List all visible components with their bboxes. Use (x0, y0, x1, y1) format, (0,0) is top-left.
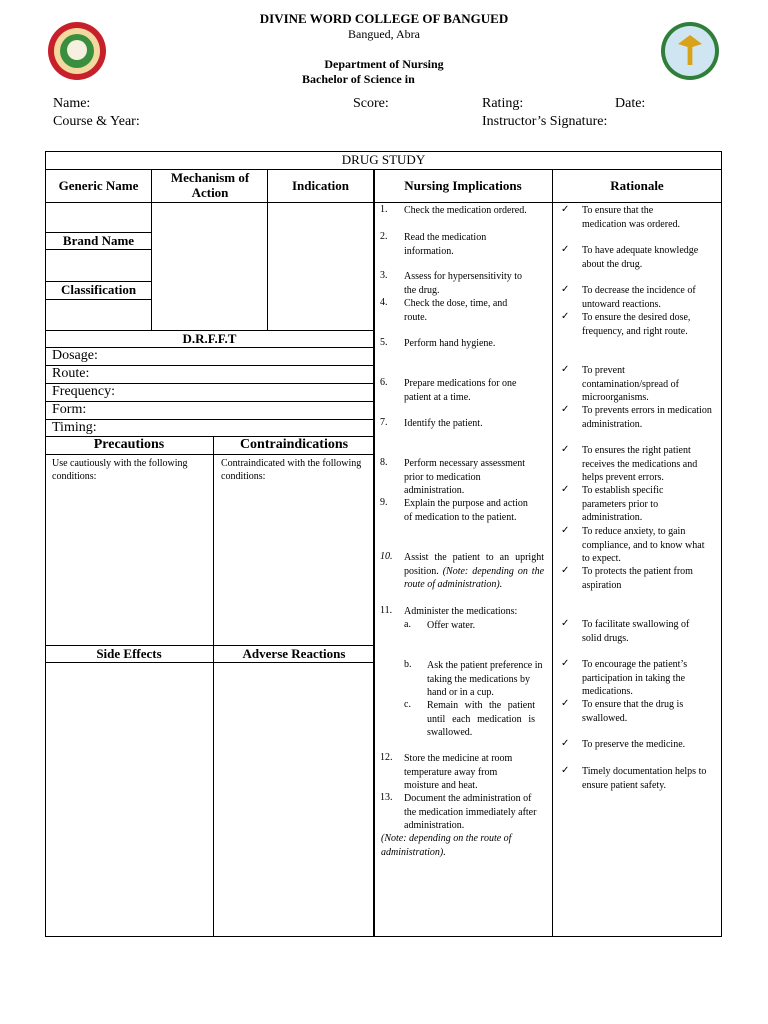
list-item-number: 8. (380, 457, 388, 468)
list-item: To establish specific parameters prior to administration. (582, 485, 664, 523)
checkmark-icon: ✓ (561, 284, 570, 295)
list-item-number: 9. (380, 497, 388, 508)
name-field-label: Name: (53, 96, 91, 111)
course-year-field-label: Course & Year: (53, 114, 140, 129)
date-field-label: Date: (615, 96, 646, 111)
list-item: To facilitate swallowing of solid drugs. (582, 619, 690, 644)
brand-name-label: Brand Name (62, 233, 135, 248)
list-item: Read the medication information. (404, 232, 487, 257)
list-item-number: 13. (380, 792, 393, 803)
frequency-label: Frequency: (52, 384, 115, 399)
list-item: Ask the patient preference in taking the medications by hand or in a cup. (427, 660, 543, 698)
list-item: To protects the patient from aspiration (582, 566, 693, 591)
mechanism-header: Mechanism of Action (170, 170, 250, 200)
list-item (404, 551, 544, 592)
list-item: To prevent contamination/spread of microorganisms. (582, 365, 679, 403)
contraindications-text: Contraindicated with the following conditions: (221, 458, 362, 482)
checkmark-icon: ✓ (561, 565, 570, 576)
timing-label: Timing: (52, 420, 97, 435)
precautions-text: Use cautiously with the following conditions: (52, 458, 188, 482)
route-label: Route: (52, 366, 90, 381)
list-item: To encourage the patient’s participation in taking the medications. (582, 659, 688, 697)
list-item-number: a. (404, 619, 411, 630)
checkmark-icon: ✓ (561, 364, 570, 375)
adverse-reactions-header: Adverse Reactions (242, 646, 346, 661)
list-item-number: 11. (380, 605, 393, 616)
rating-field-label: Rating: (482, 96, 524, 111)
list-item: To prevents errors in medication administration. (582, 405, 712, 430)
list-item: Perform necessary assessment prior to medication administration. (404, 458, 526, 496)
checkmark-icon: ✓ (561, 244, 570, 255)
checkmark-icon: ✓ (561, 444, 570, 455)
drfft-label: D.R.F.F.T (182, 331, 237, 346)
contraindications-header: Contraindications (239, 437, 349, 452)
checkmark-icon: ✓ (561, 765, 570, 776)
list-item-note: (Note: depending on the route of administration). (404, 565, 545, 590)
list-item: Identify the patient. (404, 418, 483, 429)
list-item: To have adequate knowledge about the drug. (582, 245, 699, 270)
dosage-label: Dosage: (52, 348, 98, 363)
list-item-number: 2. (380, 231, 388, 242)
indication-header: Indication (291, 178, 350, 193)
list-item-number: 10. (380, 551, 393, 562)
list-item: To ensure that the drug is swallowed. (582, 699, 684, 724)
list-item-number: 3. (380, 270, 388, 281)
checkmark-icon: ✓ (561, 311, 570, 322)
checkmark-icon: ✓ (561, 618, 570, 629)
list-item: To ensure that the medication was ordered. (582, 205, 681, 230)
list-item-number: 4. (380, 297, 388, 308)
checkmark-icon: ✓ (561, 525, 570, 536)
list-item: Administer the medications: (404, 606, 518, 617)
college-location: Bangued, Abra (348, 27, 420, 41)
list-item-number: 1. (380, 204, 388, 215)
list-item-number: 5. (380, 337, 388, 348)
generic-name-header: Generic Name (58, 178, 139, 193)
list-item: Perform hand hygiene. (404, 338, 496, 349)
checkmark-icon: ✓ (561, 204, 570, 215)
list-item: Check the dose, time, and route. (404, 298, 508, 323)
nursing-implications-header: Nursing Implications (404, 178, 522, 193)
list-item: To ensures the right patient receives the medications and helps prevent errors. (582, 445, 698, 483)
list-item-number: 7. (380, 417, 388, 428)
list-item: Prepare medications for one patient at a time. (404, 378, 517, 403)
classification-label: Classification (60, 282, 137, 297)
list-item: To decrease the incidence of untoward reactions. (582, 285, 696, 310)
list-item: Document the administration of the medication immediately after administration. (404, 793, 537, 831)
score-field-label: Score: (353, 96, 389, 111)
college-name: DIVINE WORD COLLEGE OF BANGUED (259, 11, 509, 26)
table-title: DRUG STUDY (341, 152, 426, 167)
list-item: To ensure the desired dose, frequency, and right route. (582, 312, 691, 337)
instructor-signature-label: Instructor’s Signature: (482, 114, 608, 129)
list-item: Explain the purpose and action of medication to the patient. (404, 498, 528, 523)
checkmark-icon: ✓ (561, 738, 570, 749)
checkmark-icon: ✓ (561, 484, 570, 495)
list-item: Assess for hypersensitivity to the drug. (404, 271, 523, 296)
list-item: Timely documentation helps to ensure patient safety. (582, 766, 707, 791)
checkmark-icon: ✓ (561, 404, 570, 415)
program-name: Bachelor of Science in (302, 72, 415, 86)
checkmark-icon: ✓ (561, 658, 570, 669)
rationale-header: Rationale (610, 178, 664, 193)
list-item: To reduce anxiety, to gain compliance, and to know what to expect. (582, 526, 705, 564)
checkmark-icon: ✓ (561, 698, 570, 709)
list-item-number: c. (404, 699, 411, 710)
list-item-number: b. (404, 659, 412, 670)
side-effects-header: Side Effects (96, 646, 162, 661)
list-item-number: 6. (380, 377, 388, 388)
list-item: Offer water. (427, 620, 476, 631)
form-label: Form: (52, 402, 87, 417)
list-item: To preserve the medicine. (582, 739, 686, 750)
list-item-number: 12. (380, 752, 393, 763)
precautions-header: Precautions (93, 437, 165, 452)
list-item: Check the medication ordered. (404, 205, 527, 216)
department-name: Department of Nursing (324, 57, 444, 71)
list-item-note: (Note: depending on the route of administration). (381, 833, 512, 858)
list-item: Remain with the patient until each medication is swallowed. (427, 700, 535, 738)
list-item: Store the medicine at room temperature away from moisture and heat. (404, 753, 513, 791)
list-item-text: Assist the patient to an upright position. (404, 552, 544, 577)
